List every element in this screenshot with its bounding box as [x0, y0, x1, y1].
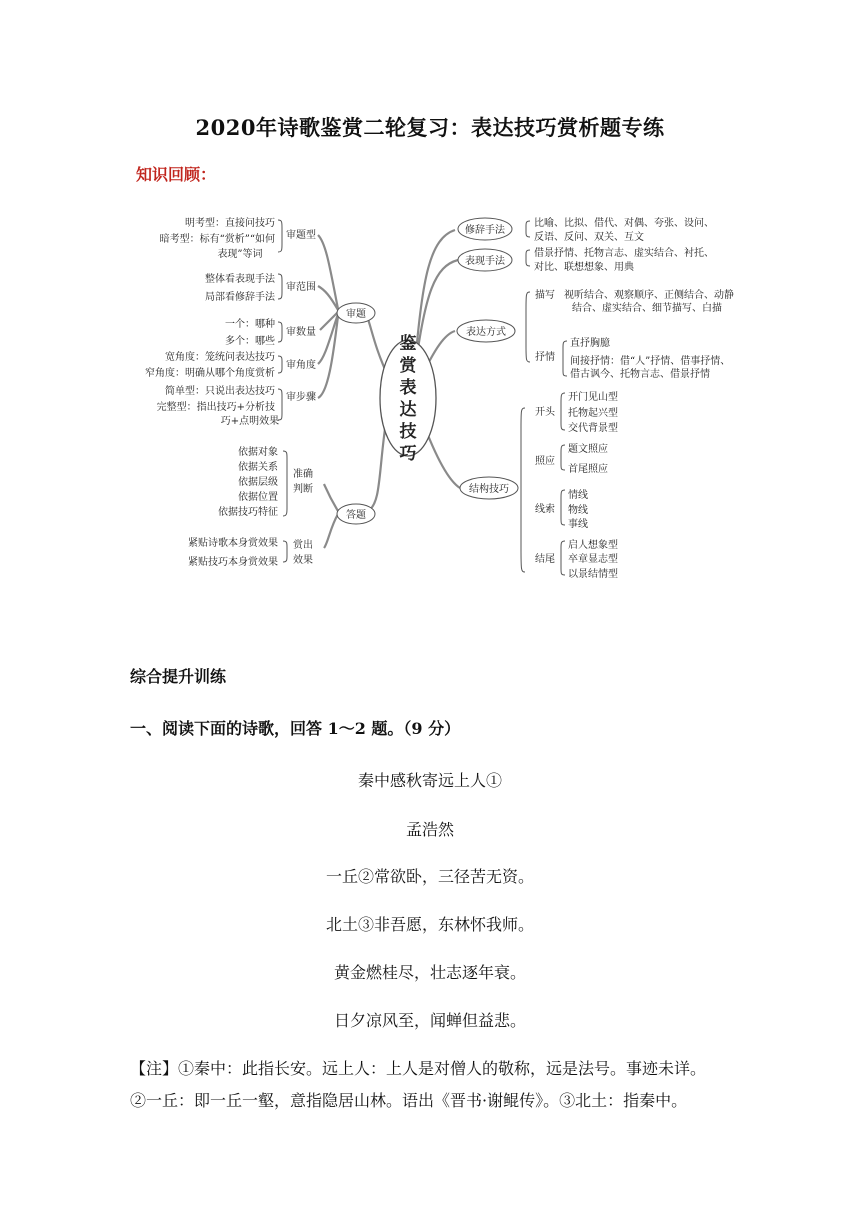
map-text: 宽角度：笼统问表达技巧: [165, 352, 275, 363]
map-group-label: 照应: [535, 456, 555, 467]
map-text: 借景抒情、托物言志、虚实结合、衬托、: [534, 248, 714, 259]
map-group-label: 审步骤: [286, 392, 316, 403]
hub-biaoxian: 表现手法: [465, 256, 505, 267]
poem-line: 一丘②常欲卧，三径苦无资。: [325, 867, 534, 886]
map-text: 借古讽今、托物言志、借景抒情: [570, 369, 710, 380]
map-text: 间接抒情：借“人”抒情、借事抒情、: [570, 356, 731, 367]
map-text: 启人想象型: [568, 540, 618, 551]
hub-shen-ti: 审题: [346, 309, 366, 320]
map-group-label: 赏出: [293, 540, 313, 551]
poem-line: 北土③非吾愿，东林怀我师。: [325, 915, 534, 934]
map-text: 首尾照应: [568, 464, 608, 475]
map-group-label: 描写: [535, 290, 555, 301]
poem-line: 日夕凉风至，闻蝉但益悲。: [333, 1011, 526, 1030]
map-text: 视听结合、观察顺序、正侧结合、动静: [564, 290, 734, 301]
section-heading: 综合提升训练: [130, 667, 227, 686]
map-group-label: 审数量: [286, 327, 316, 338]
map-group-label: 审题型: [286, 230, 316, 241]
knowledge-review-label: 知识回顾：: [136, 165, 217, 184]
map-text: 反语、反问、双关、互文: [534, 232, 644, 243]
map-text: 局部看修辞手法: [205, 292, 275, 303]
hub-jiegou: 结构技巧: [469, 484, 509, 495]
map-text: 表现”等词: [217, 249, 263, 260]
map-text: 暗考型：标有“赏析”“如何: [159, 234, 275, 245]
map-group-label: 准确: [293, 469, 313, 480]
map-text: 卒章显志型: [568, 554, 618, 565]
map-text: 对比、联想想象、用典: [534, 262, 634, 273]
map-text: 整体看表现手法: [205, 274, 275, 285]
question-heading: 一、阅读下面的诗歌，回答 1～2 题。（9 分）: [130, 719, 461, 738]
map-text: 多个：哪些: [225, 336, 275, 347]
note-line: ②一丘：即一丘一壑，意指隐居山林。语出《晋书·谢鲲传》。③北土：指秦中。: [130, 1091, 688, 1110]
map-text: 直抒胸臆: [570, 338, 610, 349]
map-text: 明考型：直接问技巧: [185, 218, 275, 229]
map-text: 完整型：指出技巧+分析技: [156, 402, 275, 413]
note-line: 【注】①秦中：此指长安。远上人：上人是对僧人的敬称，远是法号。事迹未详。: [130, 1059, 707, 1078]
map-group-label: 审角度: [286, 360, 316, 371]
map-text: 题文照应: [568, 444, 608, 455]
map-text: 以景结情型: [568, 569, 618, 580]
map-group-label: 效果: [293, 555, 313, 566]
map-text: 依据层级: [238, 477, 278, 488]
map-text: 开门见山型: [568, 392, 618, 403]
map-text: 紧贴诗歌本身赏效果: [188, 538, 278, 549]
map-text: 交代背景型: [568, 423, 618, 434]
map-text: 紧贴技巧本身赏效果: [188, 557, 278, 568]
map-text: 依据关系: [238, 462, 278, 473]
map-group-label: 开头: [535, 407, 555, 418]
poem-title: 秦中感秋寄远上人①: [357, 771, 502, 790]
map-group-label: 抒情: [535, 352, 555, 363]
mind-map: [130, 198, 740, 590]
map-group-label: 审范围: [286, 282, 316, 293]
hub-da-ti: 答题: [346, 510, 366, 521]
hub-xiuci: 修辞手法: [465, 225, 505, 236]
map-text: 托物起兴型: [568, 408, 618, 419]
map-text: 情线: [568, 490, 588, 501]
center-node-label: 鉴赏表达技巧: [399, 334, 417, 464]
map-group-label: 线索: [535, 504, 555, 515]
map-text: 比喻、比拟、借代、对偶、夸张、设问、: [534, 218, 714, 229]
page-title: 2020年诗歌鉴赏二轮复习：表达技巧赏析题专练: [195, 115, 665, 140]
map-text: 简单型：只说出表达技巧: [165, 386, 275, 397]
map-group-label: 判断: [293, 484, 313, 495]
map-text: 一个：哪种: [225, 319, 275, 330]
hub-biaoda: 表达方式: [466, 327, 506, 338]
poem-line: 黄金燃桂尽，壮志逐年衰。: [333, 963, 526, 982]
map-text: 物线: [568, 505, 588, 516]
poem-author: 孟浩然: [405, 820, 454, 839]
map-text: 依据技巧特征: [218, 507, 278, 518]
map-text: 窄角度：明确从哪个角度赏析: [145, 368, 275, 379]
map-text: 结合、虚实结合、细节描写、白描: [572, 303, 722, 314]
map-text: 事线: [568, 519, 588, 530]
map-text: 依据位置: [238, 492, 278, 503]
map-text: 依据对象: [238, 447, 278, 458]
map-text: 巧+点明效果: [220, 416, 280, 427]
map-group-label: 结尾: [535, 554, 555, 565]
